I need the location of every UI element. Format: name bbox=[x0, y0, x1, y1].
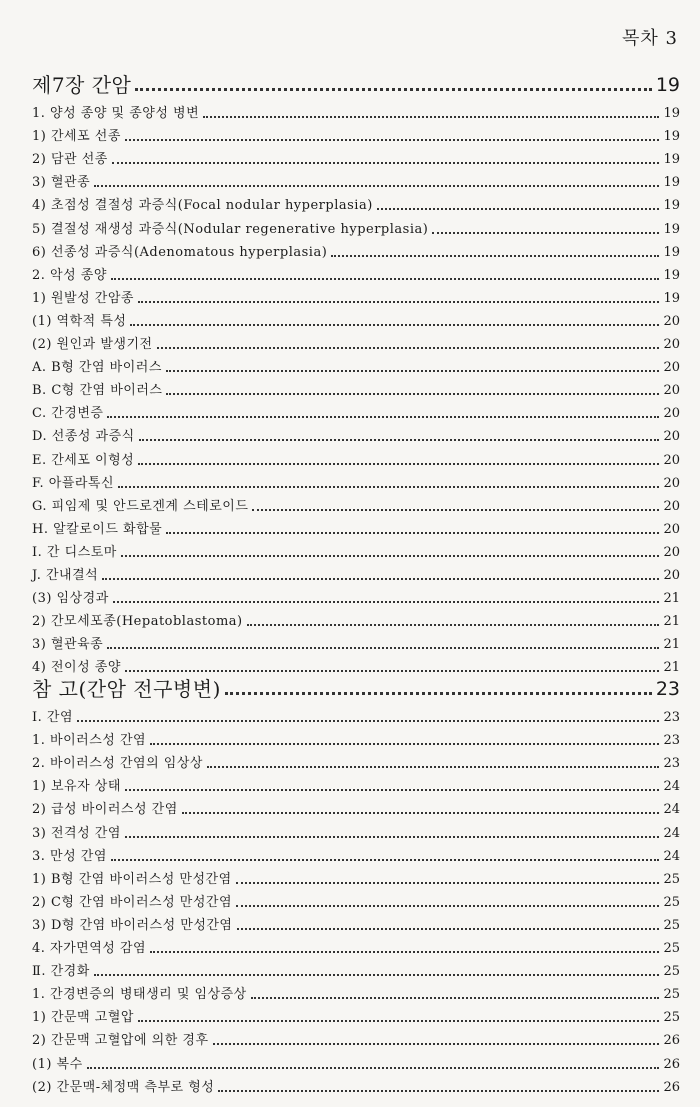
toc-entry[interactable] bbox=[32, 979, 680, 1002]
toc-entry-page-number: 19 bbox=[663, 175, 680, 191]
toc-entry-label: 5) 결절성 재생성 과증식(Nodular regenerative hyperplasia) bbox=[32, 221, 429, 237]
toc-entry-label: A. B형 간염 바이러스 bbox=[32, 360, 162, 376]
toc-entry[interactable] bbox=[32, 306, 680, 329]
dot-leader bbox=[166, 370, 660, 372]
toc-entry-label: E. 간세포 이형성 bbox=[32, 452, 135, 468]
toc-entry-label: (3) 임상경과 bbox=[32, 591, 109, 607]
dot-leader bbox=[166, 532, 659, 534]
toc-entry-page-number: 20 bbox=[663, 406, 680, 422]
toc-entry[interactable] bbox=[32, 444, 680, 467]
dot-leader bbox=[130, 324, 659, 326]
toc-entry-page-number: 23 bbox=[663, 733, 680, 749]
toc-entry-label: 1) 간세포 선종 bbox=[32, 129, 121, 145]
dot-leader bbox=[377, 208, 660, 210]
toc-entry-page-number: 25 bbox=[663, 964, 680, 980]
toc-entry-page-number: 19 bbox=[663, 152, 680, 168]
toc-entry-page-number: 19 bbox=[663, 221, 680, 237]
toc-entry[interactable] bbox=[32, 956, 680, 979]
dot-leader bbox=[118, 486, 659, 488]
dot-leader bbox=[77, 720, 659, 722]
toc-entry-page-number: 21 bbox=[663, 660, 680, 676]
toc-entry[interactable] bbox=[32, 98, 680, 121]
dot-leader bbox=[150, 951, 659, 953]
toc-entry-label: D. 선종성 과증식 bbox=[32, 429, 135, 445]
toc-entry-label: (1) 역학적 특성 bbox=[32, 313, 127, 329]
toc-entry[interactable] bbox=[32, 583, 680, 606]
toc-entry[interactable] bbox=[32, 468, 680, 491]
dot-leader bbox=[135, 88, 651, 91]
chapter-page-number: 23 bbox=[655, 678, 680, 700]
dot-leader bbox=[113, 601, 660, 603]
toc-entry-page-number: 21 bbox=[663, 637, 680, 653]
toc-entry-label: 3) 혈관종 bbox=[32, 175, 91, 191]
dot-leader bbox=[252, 509, 659, 511]
toc-entry-label: 6) 선종성 과증식(Adenomatous hyperplasia) bbox=[32, 244, 328, 260]
toc-entry-label: 1. 간경변증의 병태생리 및 임상증상 bbox=[32, 987, 247, 1003]
toc-entry-page-number: 20 bbox=[663, 521, 680, 537]
dot-leader bbox=[112, 162, 660, 164]
toc-entry[interactable] bbox=[32, 352, 680, 375]
toc-entry-label: C. 간경변증 bbox=[32, 406, 104, 422]
dot-leader bbox=[247, 624, 660, 626]
toc-entry[interactable] bbox=[32, 514, 680, 537]
toc-entry-label: 3. 만성 간염 bbox=[32, 848, 107, 864]
toc-entry-page-number: 21 bbox=[663, 591, 680, 607]
toc-entry-label: 1. 양성 종양 및 종양성 병변 bbox=[32, 106, 200, 122]
toc-entry-page-number: 20 bbox=[663, 498, 680, 514]
toc-entry-page-number: 19 bbox=[663, 267, 680, 283]
toc-entry[interactable] bbox=[32, 794, 680, 817]
dot-leader bbox=[218, 1090, 659, 1092]
dot-leader bbox=[111, 859, 660, 861]
dot-leader bbox=[125, 836, 660, 838]
toc-entry[interactable] bbox=[32, 887, 680, 910]
dot-leader bbox=[107, 416, 659, 418]
toc-entry-label: F. 아플라톡신 bbox=[32, 475, 115, 491]
toc-entry[interactable] bbox=[32, 629, 680, 652]
toc-entry[interactable] bbox=[32, 864, 680, 887]
toc-entry-page-number: 23 bbox=[663, 756, 680, 772]
dot-leader bbox=[94, 974, 660, 976]
toc-entry-page-number: 19 bbox=[663, 290, 680, 306]
toc-entry-page-number: 20 bbox=[663, 360, 680, 376]
toc-entry[interactable] bbox=[32, 537, 680, 560]
toc-entry-label: 4) 초점성 결절성 과증식(Focal nodular hyperplasia) bbox=[32, 198, 373, 214]
toc-entry-page-number: 23 bbox=[663, 710, 680, 726]
toc-entry[interactable] bbox=[32, 1072, 680, 1095]
toc-entry-label: I. 간 디스토마 bbox=[32, 544, 117, 560]
toc-entry-page-number: 20 bbox=[663, 337, 680, 353]
toc-entry-label: 1) 원발성 간암종 bbox=[32, 290, 134, 306]
toc-entry-page-number: 20 bbox=[663, 567, 680, 583]
dot-leader bbox=[121, 555, 660, 557]
toc-entry[interactable] bbox=[32, 771, 680, 794]
toc-entry-page-number: 20 bbox=[663, 313, 680, 329]
toc-entry-label: 4) 전이성 종양 bbox=[32, 660, 121, 676]
dot-leader bbox=[331, 255, 659, 257]
toc-entry-label: 2) C형 간염 바이러스성 만성간염 bbox=[32, 894, 233, 910]
dot-leader bbox=[236, 882, 660, 884]
toc-entry[interactable] bbox=[32, 375, 680, 398]
toc-entry[interactable] bbox=[32, 121, 680, 144]
dot-leader bbox=[111, 278, 660, 280]
dot-leader bbox=[225, 692, 652, 695]
dot-leader bbox=[237, 928, 660, 930]
toc-entry-label: 2) 간문맥 고혈압에 의한 경후 bbox=[32, 1033, 209, 1049]
toc-entry-page-number: 26 bbox=[663, 1033, 680, 1049]
chapter-title: 참 고(간암 전구병변) bbox=[32, 677, 221, 701]
toc-entry-label: 3) 혈관육종 bbox=[32, 637, 104, 653]
dot-leader bbox=[207, 766, 660, 768]
toc-entry-page-number: 21 bbox=[663, 614, 680, 630]
toc-entry-page-number: 24 bbox=[663, 848, 680, 864]
toc-entry-page-number: 25 bbox=[663, 941, 680, 957]
toc-entry[interactable] bbox=[32, 283, 680, 306]
dot-leader bbox=[94, 185, 659, 187]
toc-entry-label: H. 알칼로이드 화합물 bbox=[32, 521, 163, 537]
dot-leader bbox=[87, 1067, 660, 1069]
toc-entry[interactable] bbox=[32, 237, 680, 260]
dot-leader bbox=[166, 393, 659, 395]
toc-entry[interactable] bbox=[32, 421, 680, 444]
dot-leader bbox=[432, 232, 659, 234]
toc-section-chapter-7 bbox=[32, 66, 680, 675]
toc-entry[interactable] bbox=[32, 841, 680, 864]
toc-entry-label: (2) 간문맥-체정맥 측부로 형성 bbox=[32, 1079, 215, 1095]
toc-entry[interactable] bbox=[32, 1048, 680, 1071]
toc-entry-page-number: 26 bbox=[663, 1079, 680, 1095]
toc-entry-label: B. C형 간염 바이러스 bbox=[32, 383, 163, 399]
toc-entry-label: (2) 원인과 발생기전 bbox=[32, 337, 153, 353]
toc-entry-label: 4. 자가면역성 감염 bbox=[32, 941, 147, 957]
toc-entry-label: 2) 급성 바이러스성 간염 bbox=[32, 802, 178, 818]
toc-entry-label: 1) B형 간염 바이러스성 만성간염 bbox=[32, 871, 232, 887]
dot-leader bbox=[125, 139, 660, 141]
toc-entry[interactable] bbox=[32, 817, 680, 840]
toc-entry-label: 2. 악성 종양 bbox=[32, 267, 107, 283]
dot-leader bbox=[102, 578, 659, 580]
dot-leader bbox=[251, 997, 660, 999]
dot-leader bbox=[138, 1020, 659, 1022]
toc-entry[interactable] bbox=[32, 748, 680, 771]
dot-leader bbox=[138, 463, 659, 465]
toc-entry-page-number: 25 bbox=[663, 987, 680, 1003]
dot-leader bbox=[157, 347, 660, 349]
toc-entry-label: 2. 바이러스성 간염의 임상상 bbox=[32, 756, 203, 772]
toc-entry-page-number: 24 bbox=[663, 802, 680, 818]
toc-entry-page-number: 20 bbox=[663, 544, 680, 560]
toc-entry[interactable] bbox=[32, 606, 680, 629]
toc-entry[interactable] bbox=[32, 1002, 680, 1025]
toc-entry-label: 2) 간모세포종(Hepatoblastoma) bbox=[32, 614, 243, 630]
toc-entry[interactable] bbox=[32, 910, 680, 933]
toc-entry-label: 3) D형 간염 바이러스성 만성간염 bbox=[32, 917, 233, 933]
toc-entry-label: 2) 담관 선종 bbox=[32, 152, 108, 168]
toc-entry[interactable] bbox=[32, 702, 680, 725]
dot-leader bbox=[150, 743, 659, 745]
toc-entry-page-number: 25 bbox=[663, 917, 680, 933]
dot-leader bbox=[182, 812, 660, 814]
toc-entry-page-number: 25 bbox=[663, 1010, 680, 1026]
toc-entry-label: 3) 전격성 간염 bbox=[32, 825, 121, 841]
dot-leader bbox=[236, 905, 659, 907]
toc-entry[interactable] bbox=[32, 144, 680, 167]
toc-entry-label: 1) 간문맥 고혈압 bbox=[32, 1010, 134, 1026]
toc-entry-label: J. 간내결석 bbox=[32, 567, 99, 583]
toc-entry[interactable] bbox=[32, 213, 680, 236]
toc-entry-page-number: 19 bbox=[663, 129, 680, 145]
dot-leader bbox=[107, 647, 659, 649]
dot-leader bbox=[139, 439, 660, 441]
toc-entry-page-number: 25 bbox=[663, 894, 680, 910]
toc-entry-label: Ⅱ. 간경화 bbox=[32, 964, 90, 980]
toc-entry-page-number: 19 bbox=[663, 106, 680, 122]
toc-entry-label: Ⅰ. 간염 bbox=[32, 710, 74, 726]
toc-entry[interactable] bbox=[32, 560, 680, 583]
toc-entry[interactable] bbox=[32, 329, 680, 352]
dot-leader bbox=[213, 1043, 660, 1045]
toc-entry-label: 1. 바이러스성 간염 bbox=[32, 733, 147, 749]
toc-entry[interactable] bbox=[32, 933, 680, 956]
chapter-heading[interactable] bbox=[32, 670, 680, 700]
toc-entry-label: G. 피임제 및 안드로겐계 스테로이드 bbox=[32, 498, 249, 514]
toc-entry[interactable] bbox=[32, 491, 680, 514]
toc-section-reference bbox=[32, 670, 680, 1095]
toc-entry-label: (1) 복수 bbox=[32, 1056, 83, 1072]
toc-entry[interactable] bbox=[32, 260, 680, 283]
toc-entry-page-number: 20 bbox=[663, 452, 680, 468]
toc-entry-page-number: 20 bbox=[663, 383, 680, 399]
toc-entry-page-number: 24 bbox=[663, 779, 680, 795]
chapter-title: 제7장 간암 bbox=[32, 73, 132, 97]
dot-leader bbox=[203, 116, 659, 118]
toc-entry[interactable] bbox=[32, 725, 680, 748]
toc-entry[interactable] bbox=[32, 398, 680, 421]
toc-entry-page-number: 25 bbox=[663, 871, 680, 887]
toc-entry-page-number: 24 bbox=[663, 825, 680, 841]
toc-entry[interactable] bbox=[32, 190, 680, 213]
toc-entry-page-number: 26 bbox=[663, 1056, 680, 1072]
dot-leader bbox=[125, 789, 660, 791]
toc-entries bbox=[32, 98, 680, 675]
toc-entries bbox=[32, 702, 680, 1095]
toc-entry-page-number: 19 bbox=[663, 244, 680, 260]
toc-entry[interactable] bbox=[32, 1025, 680, 1048]
toc-entry-page-number: 20 bbox=[663, 475, 680, 491]
toc-entry-page-number: 19 bbox=[663, 198, 680, 214]
page-header: 목차 3 bbox=[622, 28, 678, 49]
toc-entry-label: 1) 보유자 상태 bbox=[32, 779, 121, 795]
chapter-heading[interactable] bbox=[32, 66, 680, 96]
toc-entry[interactable] bbox=[32, 167, 680, 190]
dot-leader bbox=[138, 301, 659, 303]
toc-entry-page-number: 20 bbox=[663, 429, 680, 445]
chapter-page-number: 19 bbox=[655, 74, 680, 96]
